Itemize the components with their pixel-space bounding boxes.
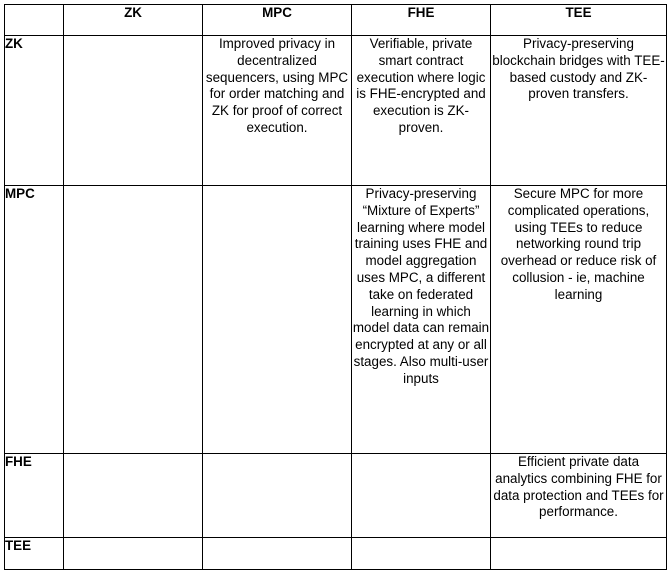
cell-zk-zk [64, 36, 203, 186]
column-header-tee: TEE [491, 5, 667, 36]
header-row [5, 5, 667, 36]
cell-fhe-fhe [352, 454, 491, 538]
column-header-zk: ZK [64, 5, 203, 36]
row-header-mpc: MPC [5, 186, 64, 454]
row-header-tee: TEE [5, 538, 64, 570]
cell-mpc-mpc [203, 186, 352, 454]
cell-text: Secure MPC for more complicated operations, using TEEs to reduce networking round trip overhead or reduce risk of collusion - ie, machine learning [500, 186, 657, 302]
cell-mpc-zk [64, 186, 203, 454]
cell-tee-tee [491, 538, 667, 570]
cell-zk-mpc [203, 36, 352, 186]
column-header-fhe: FHE [352, 5, 491, 36]
cell-zk-tee [491, 36, 667, 186]
technology-combination-matrix [4, 4, 667, 570]
cell-mpc-fhe [352, 186, 491, 454]
cell-text: Efficient private data analytics combining FHE for data protection and TEEs for performance. [493, 454, 664, 520]
row-header-fhe: FHE [5, 454, 64, 538]
table-row-zk [5, 36, 667, 186]
cell-text: Privacy-preserving blockchain bridges with TEE-based custody and ZK-proven transfers. [492, 36, 665, 102]
table-row-tee [5, 538, 667, 570]
cell-text: Verifiable, private smart contract execution where logic is FHE-encrypted and execution is ZK-proven. [356, 36, 486, 135]
cell-text: Privacy-preserving “Mixture of Experts” learning where model training uses FHE and model aggregation uses MPC, a different take on federated learning in which model data can remain encrypted at any or all stages. Also multi-user inputs [352, 186, 490, 386]
cell-tee-zk [64, 538, 203, 570]
cell-tee-mpc [203, 538, 352, 570]
table-row-mpc [5, 186, 667, 454]
table-row-fhe [5, 454, 667, 538]
cell-fhe-zk [64, 454, 203, 538]
corner-header-cell [5, 5, 64, 36]
cell-zk-fhe [352, 36, 491, 186]
cell-text: Improved privacy in decentralized sequencers, using MPC for order matching and ZK for proof of correct execution. [205, 36, 349, 135]
cell-fhe-mpc [203, 454, 352, 538]
row-header-zk: ZK [5, 36, 64, 186]
cell-tee-fhe [352, 538, 491, 570]
column-header-mpc: MPC [203, 5, 352, 36]
cell-fhe-tee [491, 454, 667, 538]
cell-mpc-tee [491, 186, 667, 454]
